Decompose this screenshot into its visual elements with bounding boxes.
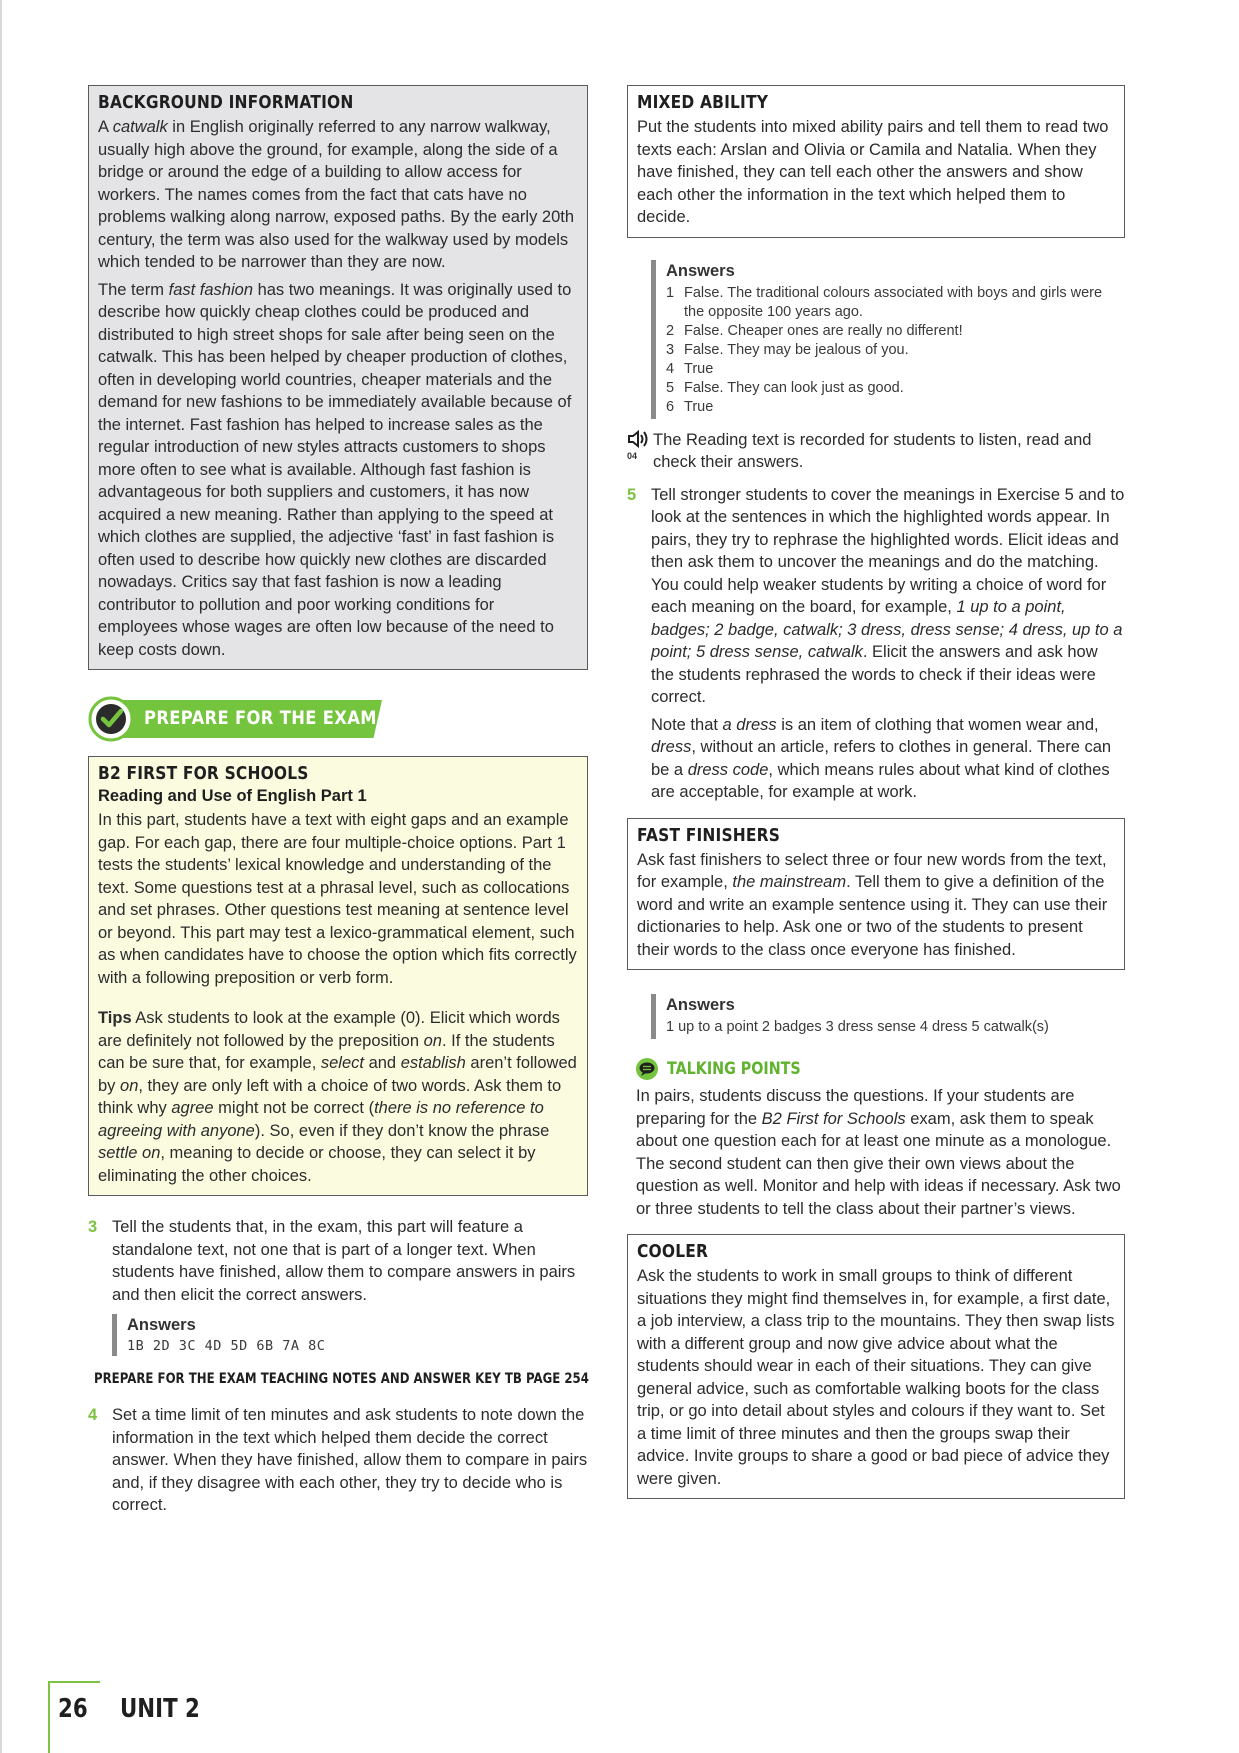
page-edge xyxy=(0,0,2,1753)
footer-rule xyxy=(48,1681,100,1683)
footer-rule-vertical xyxy=(48,1681,50,1753)
banner-label: PREPARE FOR THE EXAM xyxy=(144,707,377,729)
step-3-number: 3 xyxy=(88,1218,98,1236)
check-icon xyxy=(88,696,134,742)
answers-box-2 xyxy=(651,994,1125,1039)
b2-title: B2 FIRST FOR SCHOOLS xyxy=(98,763,309,784)
unit-label: UNIT 2 xyxy=(120,1694,200,1724)
track-number: 04 xyxy=(627,450,638,461)
answers-line: 1B 2D 3C 4D 5D 6B 7A 8C xyxy=(127,1338,326,1354)
prepare-exam-reference xyxy=(88,1370,588,1388)
step-3 xyxy=(88,1216,588,1356)
background-information-box xyxy=(88,85,588,670)
cooler-box xyxy=(627,1234,1125,1499)
mixed-ability-box xyxy=(627,85,1125,238)
right-column xyxy=(627,85,1125,1499)
step-3-text: Tell the students that, in the exam, this part will feature a standalone text, not one that is part of a longer text. When students have finished, allow them to compare answers in pairs and then elicit the correct answers. xyxy=(112,1218,576,1304)
left-column xyxy=(88,85,588,1517)
answer-item: 3 False. They may be jealous of you. xyxy=(666,341,909,358)
answers-2-heading: Answers xyxy=(666,996,735,1014)
prepare-for-exam-banner xyxy=(88,696,588,740)
background-paragraph-2: The term fast fashion has two meanings. It was originally used to describe how quickly cheap clothes could be produced and distributed to high street shops for sale after being seen on the catwalk. This has been helped by cheaper production of clothes, often in developing world countries, cheaper materials and the demand for new fashions to be immediately available because of the internet. Fast fashion has helped to increase sales as the regular introduction of new styles attracts customers to shops more often to see what is available. Although fast fashion is advantageous for both suppliers and customers, it has now acquired a new meaning. Rather than applying to the speed at which clothes are supplied, the adjective ‘fast’ in fast fashion is often used to describe how quickly new clothes are discarded nowadays. Critics say that fast fashion is now a leading contributor to pollution and poor working conditions for employees whose wages are often low because of the need to keep costs down. xyxy=(98,280,572,659)
audio-note xyxy=(627,429,1125,474)
tips-paragraph: Tips Ask students to look at the example (0). Elicit which words are definitely not followed by the preposition on. If the students can be sure that, for example, select and establish aren’t followed by on, they are only left with a choice of two words. Ask them to think why agree might not be correct (there is no reference to agreeing with anyone). So, even if they don’t know the phrase settle on, meaning to decide or choose, they can select it by eliminating the other choices. xyxy=(98,1009,577,1185)
background-title: BACKGROUND INFORMATION xyxy=(98,92,354,113)
answer-item: 2 False. Cheaper ones are really no different! xyxy=(666,322,963,339)
step-5 xyxy=(627,484,1125,804)
reference-text: PREPARE FOR THE EXAM TEACHING NOTES AND ANSWER KEY TB PAGE 254 xyxy=(94,1371,589,1387)
fast-finishers-title: FAST FINISHERS xyxy=(637,824,781,846)
mixed-ability-title: MIXED ABILITY xyxy=(637,92,769,113)
step-3-answers xyxy=(112,1314,588,1356)
answer-item: 1 False. The traditional colours associated with boys and girls were the opposite 100 years ago. xyxy=(666,284,1103,320)
fast-finishers-box xyxy=(627,818,1125,971)
b2-paragraph: In this part, students have a text with eight gaps and an example gap. For each gap, there are four multiple-choice options. Part 1 tests the students’ lexical knowledge and understanding of the text. Some questions test at a phrasal level, such as collocations and set phrases. Other questions test meaning at sentence level or beyond. This part may test a lexico-grammatical element, such as when candidates have to choose the option which fits correctly with a following preposition or verb form. xyxy=(98,811,577,987)
answer-item: 4 True xyxy=(666,360,714,377)
answers-box-1 xyxy=(651,260,1125,419)
answers-1-heading: Answers xyxy=(666,261,735,280)
talking-points-title: TALKING POINTS xyxy=(667,1059,801,1079)
page-number: 26 xyxy=(58,1694,88,1724)
answer-item: 6 True xyxy=(666,398,714,415)
background-paragraph-1: A catwalk in English originally referred to any narrow walkway, usually high above the ground, for example, along the side of a bridge or around the edge of a building to allow access for workers. The names comes from the fact that cats have no problems walking along narrow, exposed paths. By the early 20th century, the term was also used for the walkway used by models which tended to be narrower than they are now. xyxy=(98,118,575,271)
talking-points-heading xyxy=(633,1057,1125,1081)
answer-item: 5 False. They can look just as good. xyxy=(666,379,904,396)
speaker-icon[interactable] xyxy=(627,429,651,449)
step-4-text: Set a time limit of ten minutes and ask students to note down the information in the text which helped them decide the correct answer. When they have finished, allow them to compare in pairs and, if they disagree with each other, they try to decide who is correct. xyxy=(112,1406,588,1514)
step-5-number: 5 xyxy=(627,485,637,504)
answers-2-line: 1 up to a point 2 badges 3 dress sense 4 dress 5 catwalk(s) xyxy=(666,1019,1049,1035)
talking-points-text: In pairs, students discuss the questions. If your students are preparing for the B2 First for Schools exam, ask them to speak about one question each for at least one minute as a monologue. The second student can then give their own views about the question as well. Monitor and help with ideas if necessary. Ask two or three students to tell the class about their partner’s views. xyxy=(636,1087,1121,1218)
fast-finishers-text: Ask fast finishers to select three or four new words from the text, for example, the mainstream. Tell them to give a definition of the word and write an example sentence using it. They can use their dictionaries to help. Ask one or two of the students to present their words to the class once everyone has finished. xyxy=(637,850,1108,959)
audio-icon-wrap xyxy=(627,429,653,474)
audio-text: The Reading text is recorded for students to listen, read and check their answers. xyxy=(653,430,1092,471)
mixed-ability-text: Put the students into mixed ability pairs and tell them to read two texts each: Arslan and Olivia or Camila and Natalia. When they have finished, they can tell each other the answers and show each other the information in the text which helped them to decide. xyxy=(637,118,1109,226)
b2-subtitle: Reading and Use of English Part 1 xyxy=(98,787,367,805)
step-5-note: Note that a dress is an item of clothing that women wear and, dress, without an article, refers to clothes in general. There can be a dress code, which means rules about what kind of clothes are acceptable, for example at work. xyxy=(651,715,1112,801)
answers-heading: Answers xyxy=(127,1316,196,1334)
speech-bubble-icon xyxy=(633,1057,661,1081)
step-5-text: Tell stronger students to cover the meanings in Exercise 5 and to look at the sentences in which the highlighted words appear. In pairs, they try to rephrase the highlighted words. Elicit ideas and then ask them to uncover the meanings and do the matching. You could help weaker students by writing a choice of word for each meaning on the board, for example, 1 up to a point, badges; 2 badge, catwalk; 3 dress, dress sense; 4 dress, up to a point; 5 dress sense, catwalk. Elicit the answers and ask how the students rephrased the words to check if their ideas were correct. xyxy=(651,485,1125,706)
cooler-title: COOLER xyxy=(637,1241,709,1262)
b2-first-box xyxy=(88,756,588,1196)
tips-label: Tips xyxy=(98,1009,132,1027)
step-4-number: 4 xyxy=(88,1406,98,1424)
step-4 xyxy=(88,1404,588,1517)
answers-1-list xyxy=(666,284,1125,417)
cooler-text: Ask the students to work in small groups to think of different situations they might find themselves in, for example, a first date, a job interview, a class trip to the mountains. They then swap lists with a different group and now give advice about what the students should wear in each of their situations. They can give general advice, such as comfortable walking boots for the class trip, or go into detail about styles and colours if they want to. Set a time limit of three minutes and then the groups swap their advice. Invite groups to share a good or bad piece of advice they were given. xyxy=(637,1267,1115,1488)
